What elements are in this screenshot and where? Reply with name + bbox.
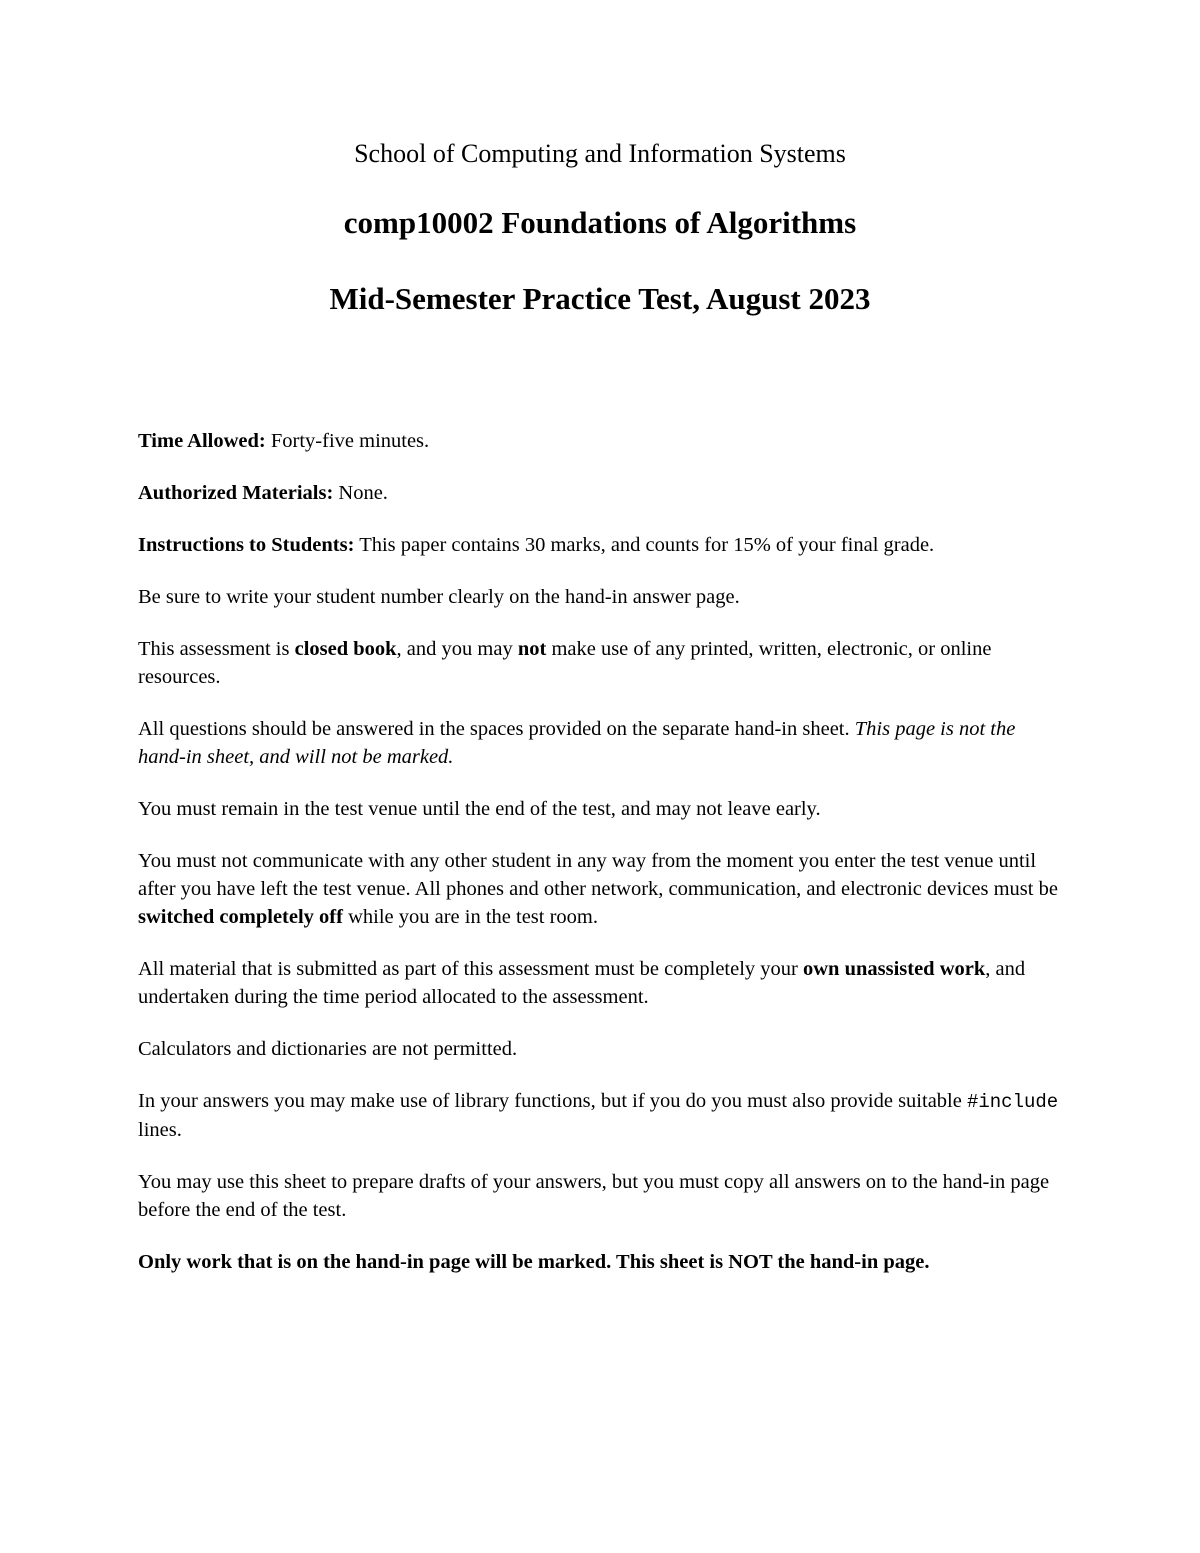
- authorized-materials-value: None.: [338, 482, 388, 504]
- closed-book-paragraph: [138, 635, 1068, 691]
- closed-book-text-3: make use of any printed, written, electronic, or online resources.: [138, 638, 992, 688]
- calculators-paragraph: Calculators and dictionaries are not permitted.: [138, 1038, 518, 1060]
- library-paragraph: [138, 1087, 1068, 1144]
- own-work-text-1: All material that is submitted as part of this assessment must be completely your: [138, 958, 803, 980]
- closed-book-text-2: , and you may: [396, 638, 518, 660]
- instructions-to-students: [138, 531, 1068, 559]
- library-text-2: lines.: [138, 1119, 182, 1141]
- closed-book-emphasis: closed book: [294, 638, 397, 660]
- own-work-paragraph: [138, 955, 1068, 1011]
- time-allowed-label: Time Allowed:: [138, 430, 266, 452]
- instructions-body: [138, 427, 1068, 1276]
- only-work-emphasis: Only work that is on the hand-in page will be marked. This sheet is NOT the hand-in page.: [138, 1251, 930, 1273]
- time-allowed: [138, 427, 1068, 455]
- communicate-text-2: while you are in the test room.: [342, 906, 599, 928]
- not-emphasis: not: [517, 638, 547, 660]
- drafts-paragraph: You may use this sheet to prepare drafts of your answers, but you must copy all answers on to the hand-in page before the end of the test.: [138, 1171, 1050, 1221]
- course-title: comp10002 Foundations of Algorithms: [343, 205, 857, 240]
- student-number-paragraph: Be sure to write your student number clearly on the hand-in answer page.: [138, 586, 740, 608]
- authorized-materials: [138, 479, 1068, 507]
- own-work-text-2: , and undertaken during the time period allocated to the assessment.: [138, 958, 1026, 1008]
- time-allowed-value: Forty-five minutes.: [270, 430, 430, 452]
- remain-venue-paragraph: You must remain in the test venue until the end of the test, and may not leave early.: [138, 798, 821, 820]
- test-title: Mid-Semester Practice Test, August 2023: [329, 281, 871, 316]
- answer-spaces-paragraph: [138, 715, 1068, 771]
- own-work-emphasis: own unassisted work: [803, 958, 986, 980]
- authorized-materials-label: Authorized Materials:: [138, 482, 334, 504]
- only-work-paragraph: [138, 1248, 1068, 1276]
- school-name: School of Computing and Information Systems: [354, 139, 846, 168]
- closed-book-text-1: This assessment is: [138, 638, 295, 660]
- answer-spaces-text: All questions should be answered in the spaces provided on the separate hand-in sheet.: [138, 718, 855, 740]
- library-text-1: In your answers you may make use of library functions, but if you do you must also provide suitable: [138, 1090, 967, 1112]
- include-code: #include: [966, 1091, 1059, 1113]
- switched-off-emphasis: switched completely off: [138, 906, 343, 928]
- instructions-label: Instructions to Students:: [138, 534, 355, 556]
- communicate-paragraph: [138, 847, 1068, 931]
- communicate-text-1: You must not communicate with any other student in any way from the moment you enter the test venue until after you have left the test venue. All phones and other network, communication, and electronic devices must be: [138, 850, 1058, 900]
- instructions-value: This paper contains 30 marks, and counts for 15% of your final grade.: [359, 534, 935, 556]
- answer-spaces-italic: This page is not the hand-in sheet, and will not be marked.: [138, 718, 1016, 768]
